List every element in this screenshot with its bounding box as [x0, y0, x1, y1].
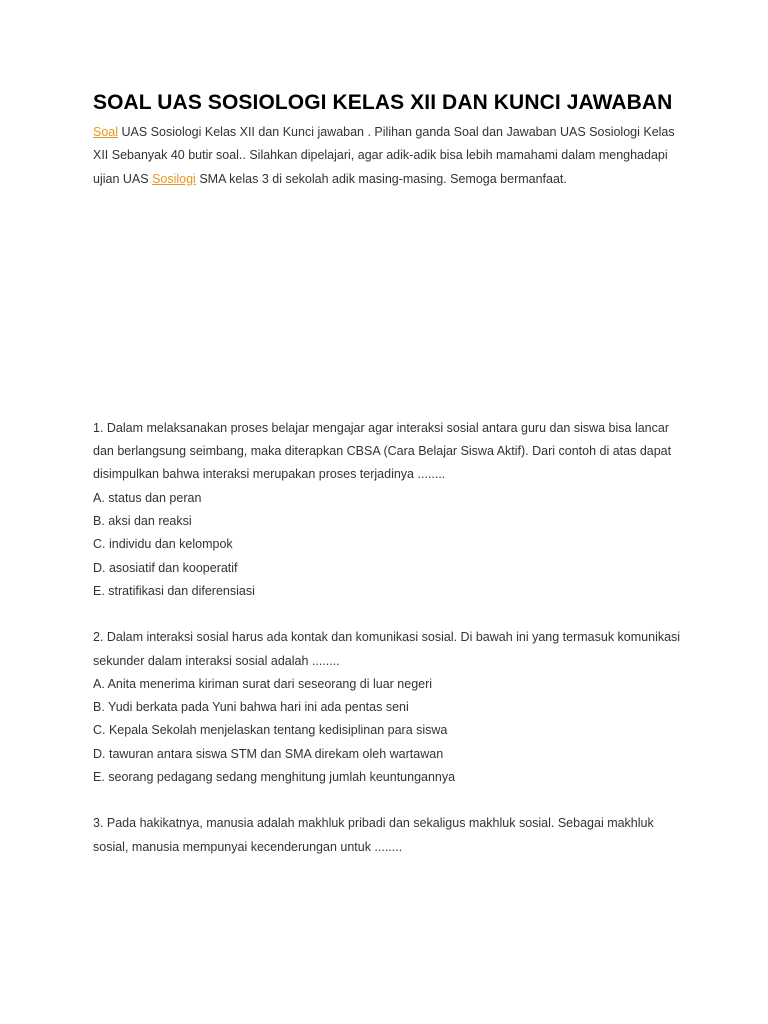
question-1-options [93, 487, 683, 603]
question-1-option-a: A. status dan peran [93, 490, 202, 505]
question-3 [93, 812, 683, 859]
question-2-option-a: A. Anita menerima kiriman surat dari seseorang di luar negeri [93, 676, 433, 691]
question-2-options [93, 673, 683, 789]
question-2-option-c: C. Kepala Sekolah menjelaskan tentang kedisiplinan para siswa [93, 723, 448, 738]
question-1-option-c: C. individu dan kelompok [93, 537, 233, 552]
question-2-option-d: D. tawuran antara siswa STM dan SMA direkam oleh wartawan [93, 746, 444, 761]
question-1-text: 1. Dalam melaksanakan proses belajar mengajar agar interaksi sosial antara guru dan siswa bisa lancar dan berlangsung seimbang, maka diterapkan CBSA (Cara Belajar Siswa Aktif). Dari contoh di atas dapat disimpulkan bahwa interaksi merupakan proses terjadinya ........ [93, 420, 672, 482]
question-2-option-e: E. seorang pedagang sedang menghitung jumlah keuntungannya [93, 770, 456, 785]
question-3-text: 3. Pada hakikatnya, manusia adalah makhluk pribadi dan sekaligus makhluk sosial. Sebagai makhluk sosial, manusia mempunyai kecenderungan untuk ........ [93, 816, 654, 854]
blank-ad-space [93, 191, 683, 417]
question-1 [93, 417, 683, 603]
document-title: SOAL UAS SOSIOLOGI KELAS XII DAN KUNCI JAWABAN [93, 91, 673, 114]
sosilogi-link[interactable]: Sosilogi [152, 171, 196, 186]
question-2-text: 2. Dalam interaksi sosial harus ada kontak dan komunikasi sosial. Di bawah ini yang termasuk komunikasi sekunder dalam interaksi sosial adalah ........ [93, 630, 681, 668]
soal-link[interactable]: Soal [93, 125, 119, 139]
intro-text-part-2: SMA kelas 3 di sekolah adik masing-masing. Semoga bermanfaat. [195, 171, 567, 186]
question-1-option-d: D. asosiatif dan kooperatif [93, 560, 238, 575]
question-2-option-b: B. Yudi berkata pada Yuni bahwa hari ini ada pentas seni [93, 700, 409, 715]
question-1-option-b: B. aksi dan reaksi [93, 514, 192, 529]
intro-paragraph [93, 121, 683, 191]
question-2 [93, 626, 683, 789]
document-page [93, 90, 683, 882]
intro-text-part-1: UAS Sosiologi Kelas XII dan Kunci jawaban . Pilihan ganda Soal dan Jawaban UAS Sosiologi Kelas XII Sebanyak 40 butir soal.. Silahkan dipelajari, agar adik-adik bisa lebih mamahami dalam menghadapi ujian UAS [93, 125, 675, 186]
question-1-option-e: E. stratifikasi dan diferensiasi [93, 583, 255, 598]
